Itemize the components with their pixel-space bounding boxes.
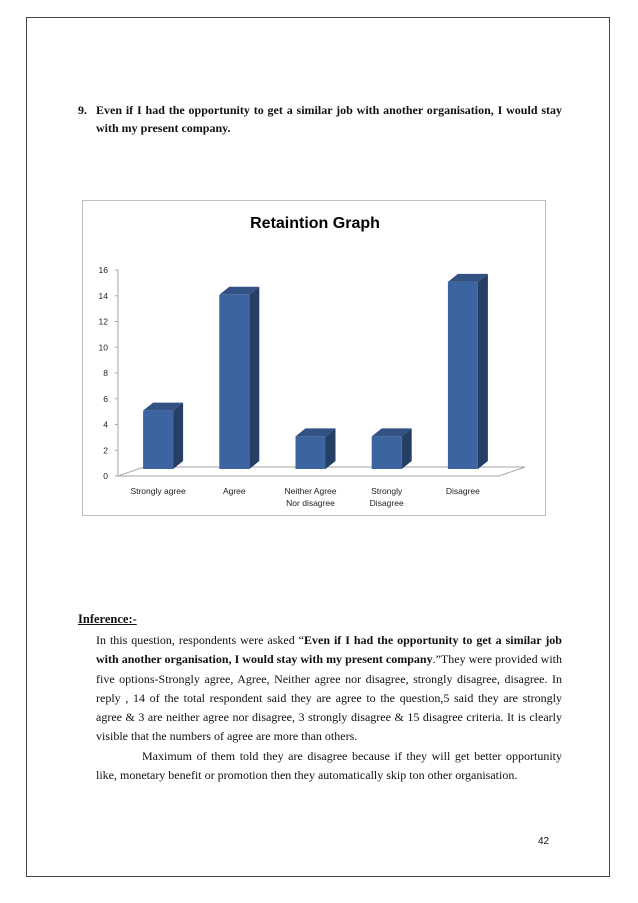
y-tick-label: 6 [103, 393, 108, 404]
x-category-label: Neither Agree [284, 486, 337, 496]
question-9 [78, 101, 562, 137]
question-text: Even if I had the opportunity to get a similar job with another organisation, I would stay with my present company. [96, 103, 562, 135]
y-tick-label: 2 [103, 445, 108, 456]
y-tick-label: 10 [98, 342, 108, 353]
bar-side [173, 403, 183, 469]
p1-rest: .”They were provided with five options-Strongly agree, Agree, Neither agree nor disagree, strongly disagree, disagree. In reply , 14 of the total respondent said they are agree to the question,5 said they are strongly agree & 3 are neither agree nor disagree, 3 strongly disagree & 15 disagree criteria. It is clearly visible that the numbers of agree are more than others. [96, 652, 562, 744]
bar-side [249, 287, 259, 469]
bar [296, 436, 326, 469]
y-tick-label: 8 [103, 368, 108, 378]
y-tick-label: 4 [103, 419, 108, 430]
p1-bold-question: Even if I had the opportunity to get a similar job with another organisation, I would stay with my present company [96, 633, 562, 667]
inference-paragraph-2: Maximum of them told they are disagree because if they will get better opportunity like, monetary benefit or promotion then they automatically skip ton other organisation. [96, 748, 562, 783]
bar [372, 436, 402, 469]
x-category-label: Disagree [369, 498, 404, 508]
y-tick-label: 14 [98, 290, 108, 301]
x-category-label: Nor disagree [286, 498, 335, 508]
x-category-label: Strongly [371, 486, 403, 496]
chart-canvas [83, 201, 547, 517]
inference-heading: Inference:- [78, 612, 137, 626]
x-category-label: Agree [222, 486, 246, 496]
y-tick-label: 16 [98, 265, 108, 275]
page-number: 42 [538, 836, 550, 847]
y-tick-label: 0 [103, 471, 108, 481]
bar-side [478, 274, 488, 469]
y-tick-label: 12 [98, 316, 108, 327]
inference-paragraph-1 [96, 631, 562, 747]
chart-title: Retaintion Graph [250, 215, 380, 232]
bar [143, 411, 173, 469]
x-category-label: Disagree [445, 486, 480, 496]
bar [448, 282, 478, 469]
bar [219, 295, 249, 469]
inference-body [96, 631, 562, 785]
retention-chart [82, 200, 546, 516]
p1-intro: In this question, respondents were asked “ [96, 633, 304, 647]
question-number: 9. [78, 103, 87, 117]
x-category-label: Strongly agree [130, 486, 186, 496]
